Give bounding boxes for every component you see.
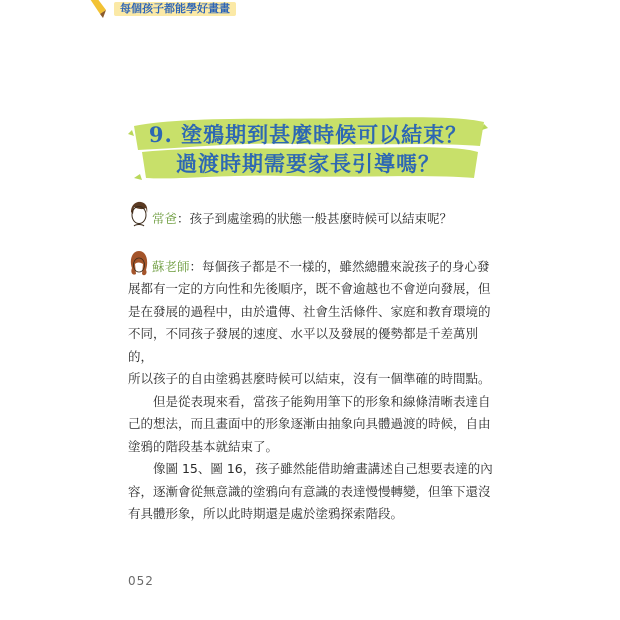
paragraph-2-line-2: 容，逐漸會從無意識的塗鴉向有意識的表達慢慢轉變，但筆下還沒 bbox=[128, 483, 491, 499]
teacher-speaker-label: 蘇老師 bbox=[152, 258, 190, 274]
teacher-answer bbox=[128, 248, 493, 391]
father-speaker-label: 常爸 bbox=[152, 210, 178, 226]
teacher-avatar-icon bbox=[128, 248, 150, 278]
paragraph-2 bbox=[128, 458, 493, 526]
paragraph-2-line-1: 像圖 15、圖 16，孩子雖然能借助繪畫講述自己想要表達的內 bbox=[153, 461, 493, 476]
paragraph-1 bbox=[128, 391, 493, 459]
running-title: 每個孩子都能學好畫畫 bbox=[114, 2, 236, 16]
father-question bbox=[128, 200, 493, 230]
teacher-answer-line-4: 不同，不同孩子發展的速度、水平以及發展的優勢都是千差萬別的， bbox=[128, 326, 479, 364]
chapter-title-line-2: 過渡時期需要家長引導嗎？ bbox=[176, 151, 440, 176]
father-question-text: ：孩子到處塗鴉的狀態一般甚麼時候可以結束呢？ bbox=[177, 210, 453, 226]
teacher-answer-line-3: 是在發展的過程中，由於遺傳、社會生活條件、家庭和教育環境的 bbox=[128, 303, 491, 319]
teacher-answer-line-2: 展都有一定的方向性和先後順序，既不會逾越也不會逆向發展，但 bbox=[128, 281, 491, 296]
paragraph-1-line-3: 塗鴉的階段基本就結束了。 bbox=[128, 438, 279, 454]
paragraph-2-line-3: 有具體形象，所以此時期還是處於塗鴉探索階段。 bbox=[128, 506, 404, 521]
paragraph-1-line-2: 己的想法，而且畫面中的形象逐漸由抽象向具體過渡的時候，自由 bbox=[128, 416, 491, 431]
chapter-title bbox=[128, 120, 488, 178]
teacher-answer-line-5: 所以孩子的自由塗鴉甚麼時候可以結束，沒有一個準確的時間點。 bbox=[128, 371, 491, 386]
pencil-icon bbox=[86, 0, 116, 20]
running-header bbox=[92, 0, 236, 18]
page-number: 052 bbox=[128, 574, 154, 588]
chapter-title-line-1: 9. 塗鴉期到甚麼時候可以結束？ bbox=[148, 122, 468, 147]
page-body bbox=[128, 200, 493, 526]
paragraph-1-line-1: 但是從表現來看，當孩子能夠用筆下的形象和線條清晰表達自 bbox=[153, 393, 491, 409]
chapter-title-block bbox=[128, 112, 488, 184]
teacher-answer-line-1: ：每個孩子都是不一樣的，雖然總體來說孩子的身心發 bbox=[189, 258, 490, 274]
father-avatar-icon bbox=[128, 200, 150, 230]
